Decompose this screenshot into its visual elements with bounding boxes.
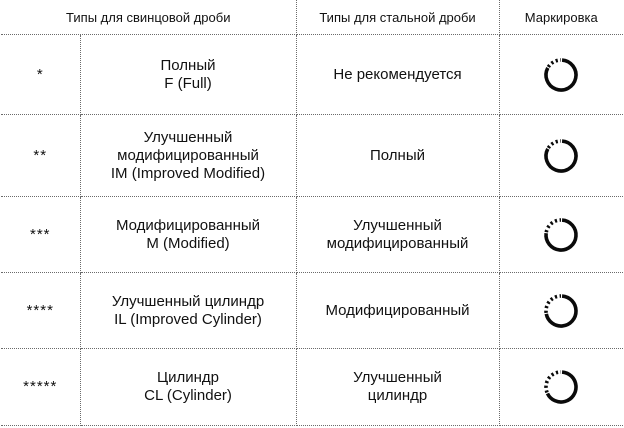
stars-cell: *** [1, 197, 80, 273]
choke-table [1, 0, 623, 426]
ring-notch-4-icon [539, 365, 583, 409]
stars-cell: **** [1, 273, 80, 349]
steel-choke-line: модифицированный [326, 234, 469, 252]
lead-choke-line: Улучшенный [143, 128, 233, 146]
ring-notch-1-icon [539, 134, 583, 178]
marking-cell [499, 115, 623, 197]
header-row [1, 0, 623, 35]
steel-choke-line: Улучшенный [353, 216, 442, 234]
steel-choke-cell [296, 35, 499, 115]
table-row [1, 115, 623, 197]
stars-cell: ** [1, 115, 80, 197]
table-row [1, 273, 623, 349]
ring-dotted-notch [549, 141, 562, 148]
lead-choke-cell [80, 35, 296, 115]
steel-choke-line: Улучшенный [353, 369, 442, 386]
lead-choke-line: модифицированный [117, 146, 259, 164]
steel-choke-line: Полный [370, 146, 426, 164]
table-row [1, 349, 623, 426]
lead-choke-line: Полный [160, 56, 216, 74]
ring-dotted-notch [547, 220, 562, 232]
table-body [1, 35, 623, 426]
ring-solid-arc [546, 60, 576, 90]
steel-choke-line: Не рекомендуется [333, 65, 462, 83]
ring-solid-arc [548, 372, 577, 402]
steel-choke-line: цилиндр [367, 387, 428, 404]
marking-cell [499, 197, 623, 273]
steel-choke-cell [296, 349, 499, 426]
marking-cell [499, 349, 623, 426]
lead-choke-cell [80, 349, 296, 426]
ring-solid-arc [547, 296, 577, 326]
lead-choke-cell [80, 115, 296, 197]
lead-choke-line: M (Modified) [146, 234, 230, 252]
lead-choke-line: F (Full) [164, 74, 212, 92]
stars-cell: * [1, 35, 80, 115]
lead-choke-line: IL (Improved Cylinder) [114, 310, 262, 328]
steel-choke-cell [296, 197, 499, 273]
ring-full-icon [539, 53, 583, 97]
ring-solid-arc [546, 141, 576, 171]
steel-choke-cell [296, 273, 499, 349]
steel-choke-cell [296, 115, 499, 197]
ring-dotted-notch [549, 60, 562, 67]
header-steel-shot: Типы для стальной дроби [296, 0, 499, 35]
marking-cell [499, 273, 623, 349]
lead-choke-line: Улучшенный цилиндр [111, 292, 265, 310]
ring-dotted-notch [546, 372, 561, 393]
header-marking: Маркировка [499, 0, 623, 35]
lead-choke-line: CL (Cylinder) [144, 387, 232, 404]
lead-choke-cell [80, 273, 296, 349]
ring-notch-3-icon [539, 289, 583, 333]
lead-choke-cell [80, 197, 296, 273]
marking-cell [499, 35, 623, 115]
header-lead-shot: Типы для свинцовой дроби [1, 0, 296, 35]
ring-solid-arc [546, 220, 576, 250]
table-row [1, 197, 623, 273]
ring-notch-2-icon [539, 213, 583, 257]
steel-choke-line: Модифицированный [325, 301, 470, 319]
ring-dotted-notch [546, 296, 561, 313]
stars-cell: ***** [1, 349, 80, 426]
lead-choke-line: Модифицированный [115, 216, 261, 234]
lead-choke-line: Цилиндр [157, 369, 219, 386]
lead-choke-line: IM (Improved Modified) [110, 164, 266, 182]
table-row [1, 35, 623, 115]
